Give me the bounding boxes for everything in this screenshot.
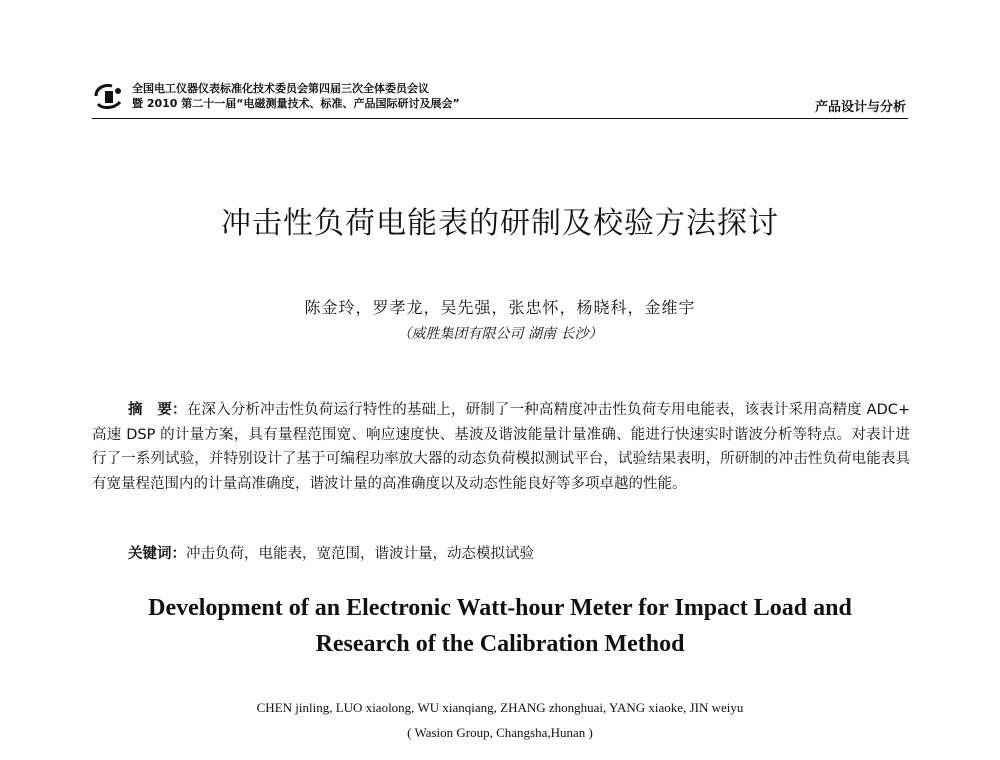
affiliation-english: ( Wasion Group, Changsha,Hunan ) <box>407 725 593 740</box>
keywords <box>128 542 908 563</box>
authors-chinese: 陈金玲，罗孝龙，吴先强，张忠怀，杨晓科，金维宇 <box>304 298 696 317</box>
abstract <box>92 398 910 496</box>
affiliation-chinese: （威胜集团有限公司 湖南 长沙） <box>397 326 603 342</box>
conference-logo-icon <box>92 82 126 110</box>
authors-english: CHEN jinling, LUO xiaolong, WU xianqiang, ZHANG zhonghuai, YANG xiaoke, JIN weiyu <box>256 700 744 715</box>
abstract-text: 在深入分析冲击性负荷运行特性的基础上，研制了一种高精度冲击性负荷专用电能表，该表计采用高精度 ADC+ 高速 DSP 的计量方案，具有量程范围宽、响应速度快、基波及谐波能量计量准确、能进行快速实时谐波分析等特点。对表计进行了一系列试验，并特别设计了基于可编程功率放大器的动态负荷模拟测试平台，试验结果表明，所研制的冲击性负荷电能表具有宽量程范围内的计量高准确度，谐波计量的高准确度以及动态性能良好等多项卓越的性能。 <box>92 402 911 492</box>
keywords-text: 冲击负荷，电能表，宽范围，谐波计量，动态模拟试验 <box>186 546 534 562</box>
title-english-line-2: Research of the Calibration Method <box>315 631 685 657</box>
title-english-line-1: Development of an Electronic Watt-hour Meter for Impact Load and <box>148 595 852 621</box>
title-english <box>0 590 1000 662</box>
abstract-label: 摘 要： <box>128 402 187 418</box>
conference-line-1: 全国电工仪器仪表标准化技术委员会第四届三次全体委员会议 <box>132 82 429 95</box>
page-header <box>92 78 908 119</box>
title-chinese: 冲击性负荷电能表的研制及校验方法探讨 <box>221 206 779 241</box>
conference-info <box>132 81 460 111</box>
keywords-label: 关键词： <box>128 546 186 562</box>
section-label: 产品设计与分析 <box>814 100 906 115</box>
conference-line-2: 暨 2010 第二十一届“电磁测量技术、标准、产品国际研讨及展会” <box>132 97 460 110</box>
